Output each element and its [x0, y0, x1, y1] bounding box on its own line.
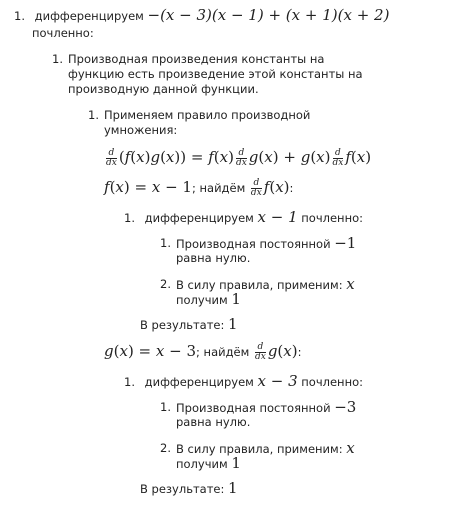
f-rule-b-variable: x — [346, 275, 355, 293]
f-rule-b-result-text: получим — [176, 293, 228, 307]
g-substep-tail: почленно: — [301, 375, 364, 389]
g-result-label: В результате: — [140, 482, 225, 496]
step-1-1-line-1: Производная произведения константы на — [68, 52, 325, 66]
f-substep-1 — [124, 210, 363, 226]
g-rule-b-text: В силу правила, применим: — [176, 442, 343, 456]
g-rule-b-line-2 — [176, 456, 241, 472]
g-substep-expression: x − 3 — [257, 372, 298, 390]
f-rule-a-number: 1. — [160, 236, 171, 250]
f-rule-b-number: 2. — [160, 277, 171, 291]
f-result-value: 1 — [228, 315, 238, 333]
g-rule-a-line-1 — [176, 400, 356, 416]
f-rule-a-constant: −1 — [334, 234, 357, 252]
g-rule-b-result-text: получим — [176, 457, 228, 471]
g-rule-b-line-1 — [176, 441, 355, 457]
g-rule-b-variable: x — [346, 439, 355, 457]
g-result — [140, 481, 238, 497]
step-1-1-line-2: функцию есть произведение этой константы на — [68, 67, 363, 81]
f-result-label: В результате: — [140, 318, 225, 332]
step-1-1-line-3: производную данной функции. — [68, 82, 259, 96]
f-rule-a-line-2: равна нулю. — [176, 251, 251, 265]
g-find-label: ; найдём — [196, 345, 250, 359]
product-rule-formula: $\frac{d}{dx}$ (f(x)g(x)) = f(x) $\frac{d}{dx}$ g(x) + g(x) $\frac{d}{dx}$ f(x) — [106, 147, 372, 168]
step-1-number: 1. — [14, 9, 25, 23]
g-rule-a-number: 1. — [160, 400, 171, 414]
g-rule-a-text: Производная постоянной — [176, 401, 331, 415]
f-rule-b-text: В силу правила, применим: — [176, 278, 343, 292]
f-result — [140, 317, 238, 333]
step-1-1-1-line-1: Применяем правило производной — [104, 108, 311, 122]
step-1 — [14, 8, 389, 24]
g-substep-1 — [124, 374, 363, 390]
f-definition: f(x) = x − 1; найдём $\frac{d}{dx}$ f(x): — [104, 177, 294, 198]
f-substep-number: 1. — [124, 211, 135, 225]
step-1-1-1-line-2: умножения: — [104, 123, 178, 137]
f-rule-a-line-1 — [176, 236, 356, 252]
g-definition: g(x) = x − 3; найдём $\frac{d}{dx}$ g(x): — [104, 341, 302, 362]
step-1-text: дифференцируем — [34, 9, 144, 23]
step-1-1-number: 1. — [52, 52, 63, 66]
f-rule-b-result-value: 1 — [231, 290, 241, 308]
step-1-1-1-number: 1. — [88, 108, 99, 122]
g-rule-b-result-value: 1 — [231, 454, 241, 472]
step-1-tail: почленно: — [32, 26, 94, 40]
step-1-expression: −(x − 3)(x − 1) + (x + 1)(x + 2) — [147, 6, 390, 24]
g-substep-number: 1. — [124, 375, 135, 389]
f-rule-b-line-1 — [176, 277, 355, 293]
f-substep-text: дифференцируем — [144, 211, 254, 225]
f-rule-b-line-2 — [176, 292, 241, 308]
f-substep-expression: x − 1 — [257, 208, 298, 226]
g-substep-text: дифференцируем — [144, 375, 254, 389]
g-rule-b-number: 2. — [160, 441, 171, 455]
g-result-value: 1 — [228, 479, 238, 497]
f-rule-a-text: Производная постоянной — [176, 237, 331, 251]
f-find-label: ; найдём — [191, 181, 246, 195]
f-substep-tail: почленно: — [301, 211, 364, 225]
g-rule-a-constant: −3 — [334, 398, 357, 416]
g-rule-a-line-2: равна нулю. — [176, 415, 251, 429]
